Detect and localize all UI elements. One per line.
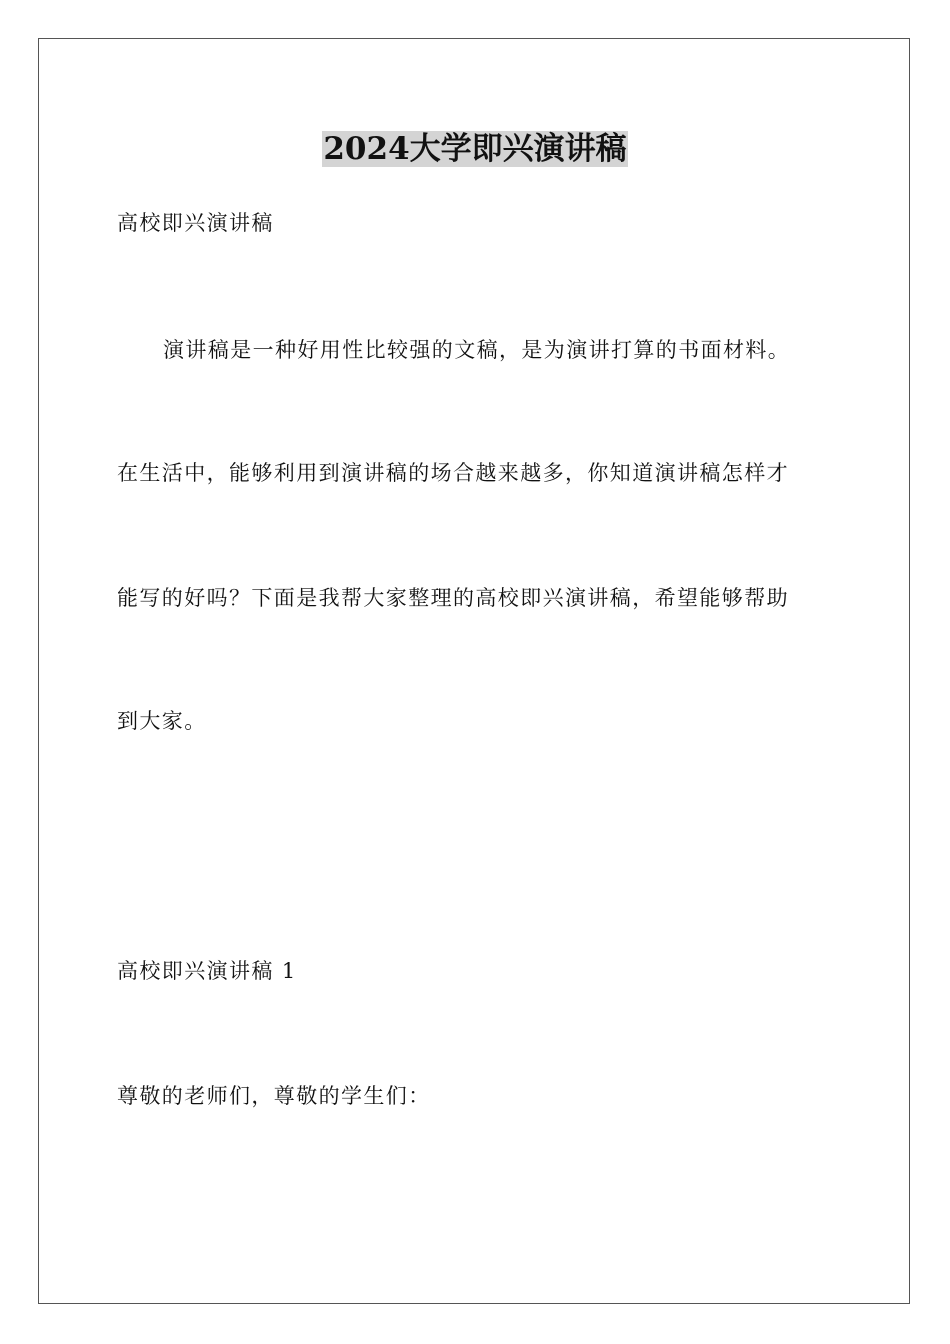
intro-paragraph-line: 演讲稿是一种好用性比较强的文稿，是为演讲打算的书面材料。 — [163, 338, 791, 362]
intro-paragraph-line: 在生活中，能够利用到演讲稿的场合越来越多，你知道演讲稿怎样才 — [117, 461, 789, 485]
intro-paragraph-line: 到大家。 — [117, 709, 207, 733]
section-heading: 高校即兴演讲稿 1 — [117, 959, 297, 983]
document-subtitle: 高校即兴演讲稿 — [117, 211, 274, 235]
document-title — [0, 128, 950, 170]
document-title-text: 2024大学即兴演讲稿 — [323, 131, 627, 167]
intro-paragraph-line: 能写的好吗？下面是我帮大家整理的高校即兴演讲稿，希望能够帮助 — [117, 586, 789, 610]
salutation: 尊敬的老师们，尊敬的学生们： — [117, 1084, 431, 1108]
